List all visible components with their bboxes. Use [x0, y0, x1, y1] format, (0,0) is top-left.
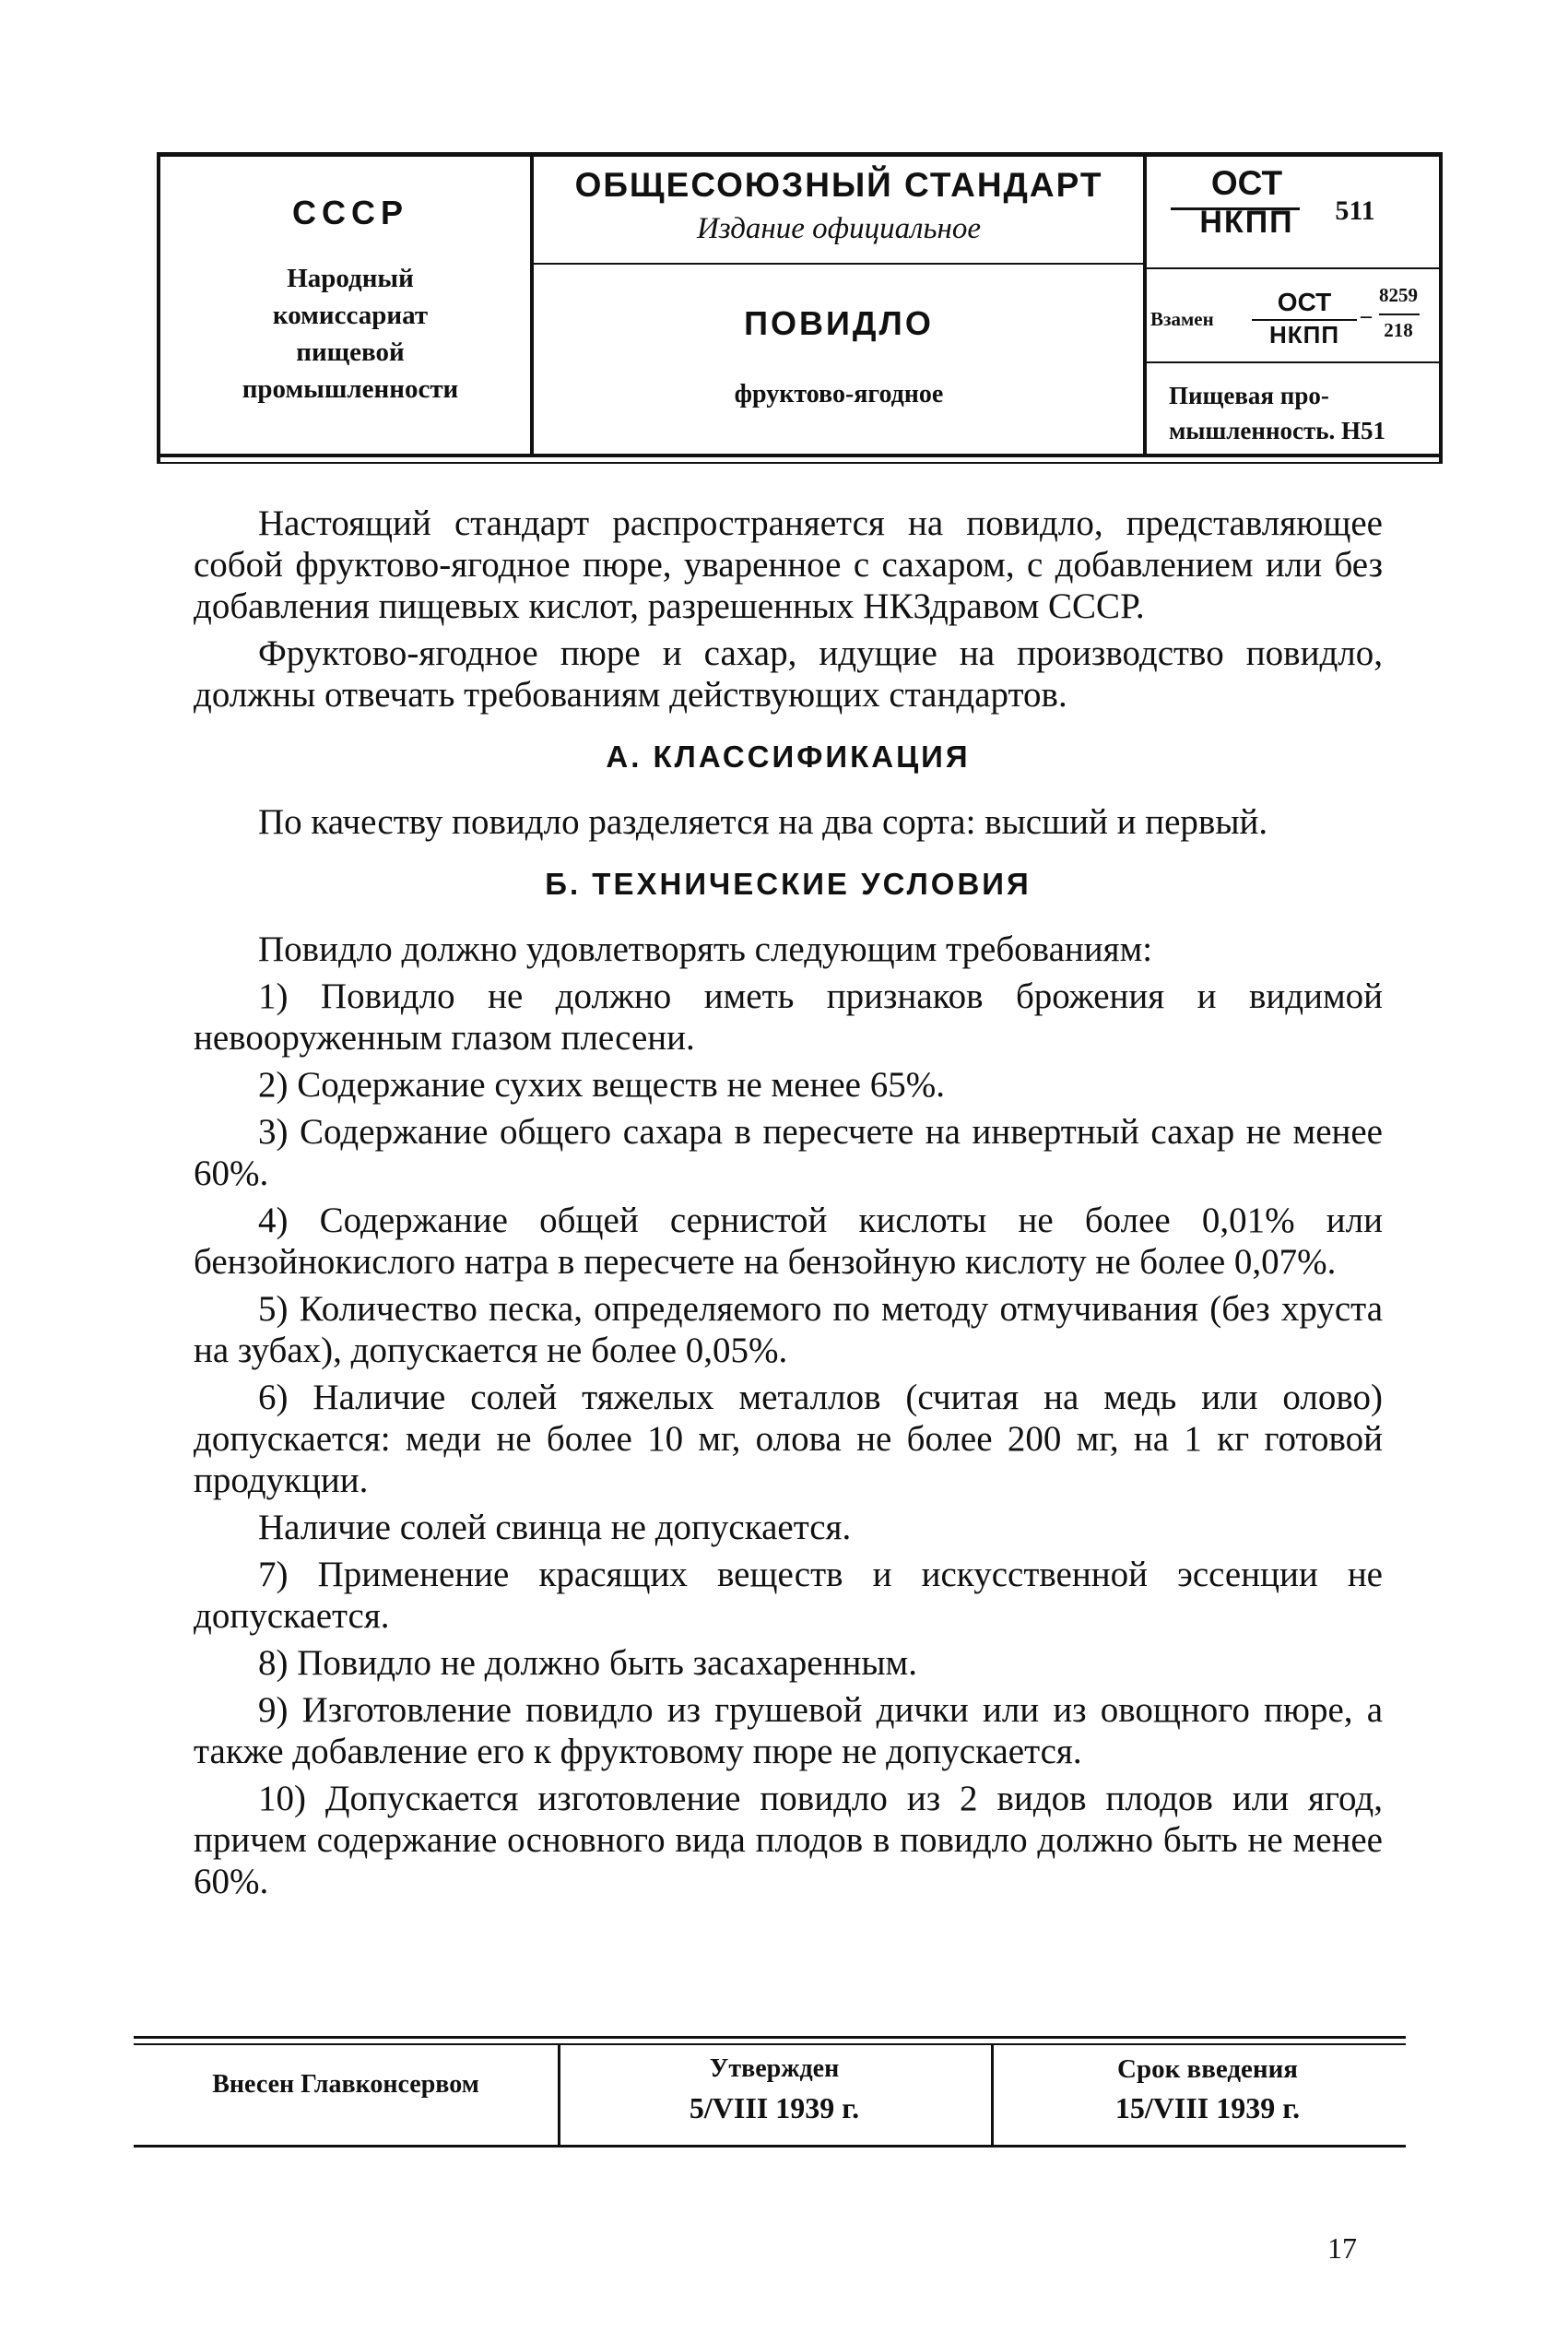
header-bottom-rule-2	[157, 462, 1443, 464]
requirement-item: 9) Изготовление повидло из грушевой дички или из овощного пюре, а также добавление его к фруктовому пюре не допускается.	[194, 1690, 1383, 1771]
header-mid-rule-center	[534, 263, 1143, 265]
replaces-code-denominator: 218	[1384, 319, 1413, 341]
replaces-dash: –	[1361, 304, 1372, 328]
requirement-item: 6) Наличие солей тяжелых металлов (считая на медь или олово) допускается: меди не более 10 мг, олова не более 200 мг, на 1 кг готовой продукции.	[194, 1378, 1383, 1500]
document-subtitle: фруктово-ягодное	[734, 380, 944, 408]
requirement-item: 4) Содержание общей сернистой кислоты не более 0,01% или бензойнокислого натра в пересчете на бензойную кислоту не более 0,07%.	[194, 1201, 1383, 1282]
ost-numerator: ОСТ	[1210, 164, 1283, 202]
section-b-title: Б. ТЕХНИЧЕСКИЕ УСЛОВИЯ	[545, 867, 1032, 901]
intro-paragraph: Настоящий стандарт распространяется на повидло, представляющее собой фруктово-ягодное пюре, уваренное с сахаром, с добавлением или без добавления пищевых кислот, разрешенных НКЗдравом СССР.	[194, 503, 1383, 626]
replaces-code-numerator: 8259	[1379, 284, 1418, 306]
requirement-item: 2) Содержание сухих веществ не менее 65%.	[258, 1065, 945, 1105]
replaces-label: Взамен	[1150, 308, 1214, 330]
introduced-by: Внесен Главконсервом	[212, 2070, 479, 2099]
commissariat-line: Народный	[287, 264, 414, 293]
header-top-rule	[157, 152, 1443, 157]
footer-bottom-rule	[134, 2145, 1406, 2148]
section-b-lead: Повидло должно удовлетворять следующим требованиям:	[258, 929, 1153, 969]
header-mid-rule-right-2	[1147, 361, 1439, 363]
requirement-item: 7) Применение красящих веществ и искусственной эссенции не допускается.	[194, 1555, 1383, 1636]
effective-date: 15/VIII 1939 г.	[1114, 2091, 1301, 2124]
commissariat-line: пищевой	[296, 337, 405, 367]
commissariat-line: промышленности	[242, 374, 459, 404]
requirement-item: 1) Повидло не должно иметь признаков брожения и видимой невооруженным глазом плесени.	[194, 976, 1383, 1058]
header-mid-rule-right-1	[1147, 267, 1439, 269]
footer-top-rule-2	[134, 2043, 1406, 2045]
requirement-item: 3) Содержание общего сахара в пересчете на инвертный сахар не менее 60%.	[194, 1112, 1383, 1193]
requirement-item: 5) Количество песка, определяемого по методу отмучивания (без хруста на зубах), допускается не более 0,05%.	[194, 1289, 1383, 1370]
footer-divider-1	[558, 2045, 560, 2145]
header-left-border	[157, 152, 160, 464]
header-divider-2	[1143, 157, 1147, 454]
header-right-border	[1439, 152, 1443, 464]
replaces-denominator: НКПП	[1268, 321, 1340, 349]
replaces-code-bar	[1379, 314, 1420, 315]
ost-number: 511	[1335, 195, 1375, 226]
document-body	[194, 503, 1383, 1908]
standard-subtitle: Издание официальное	[696, 212, 982, 245]
approved-label: Утвержден	[709, 2054, 840, 2083]
intro-paragraph: Фруктово-ягодное пюре и сахар, идущие на производство повидло, должны отвечать требованиям действующих стандартов.	[194, 633, 1383, 715]
footer-divider-2	[991, 2045, 994, 2145]
footer-top-rule	[134, 2036, 1406, 2039]
header-commissariat	[161, 260, 539, 408]
effective-label: Срок введения	[1117, 2054, 1298, 2084]
section-a-text: По качеству повидло разделяется на два сорта: высший и первый.	[258, 802, 1268, 842]
section-a-title: А. КЛАССИФИКАЦИЯ	[606, 740, 971, 774]
requirement-item: 8) Повидло не должно быть засахаренным.	[258, 1643, 917, 1683]
standard-title: ОБЩЕСОЮЗНЫЙ СТАНДАРТ	[574, 166, 1103, 204]
requirement-item: 10) Допускается изготовление повидло из 2 видов плодов или ягод, причем содержание основного вида плодов в повидло должно быть не менее 60%.	[194, 1779, 1383, 1901]
requirement-item: Наличие солей свинца не допускается.	[258, 1508, 852, 1547]
ost-denominator: НКПП	[1199, 205, 1294, 240]
page-number: 17	[1327, 2231, 1357, 2265]
industry-classification	[1169, 378, 1436, 448]
industry-line: мышленность. Н51	[1169, 417, 1386, 444]
header-country: СССР	[291, 194, 408, 231]
document-title: ПОВИДЛО	[744, 304, 934, 342]
industry-line: Пищевая про-	[1169, 382, 1329, 409]
header-bottom-rule	[157, 454, 1443, 457]
approved-date: 5/VIII 1939 г.	[689, 2091, 860, 2124]
commissariat-line: комиссариат	[272, 301, 429, 330]
replaces-numerator: ОСТ	[1277, 288, 1332, 316]
